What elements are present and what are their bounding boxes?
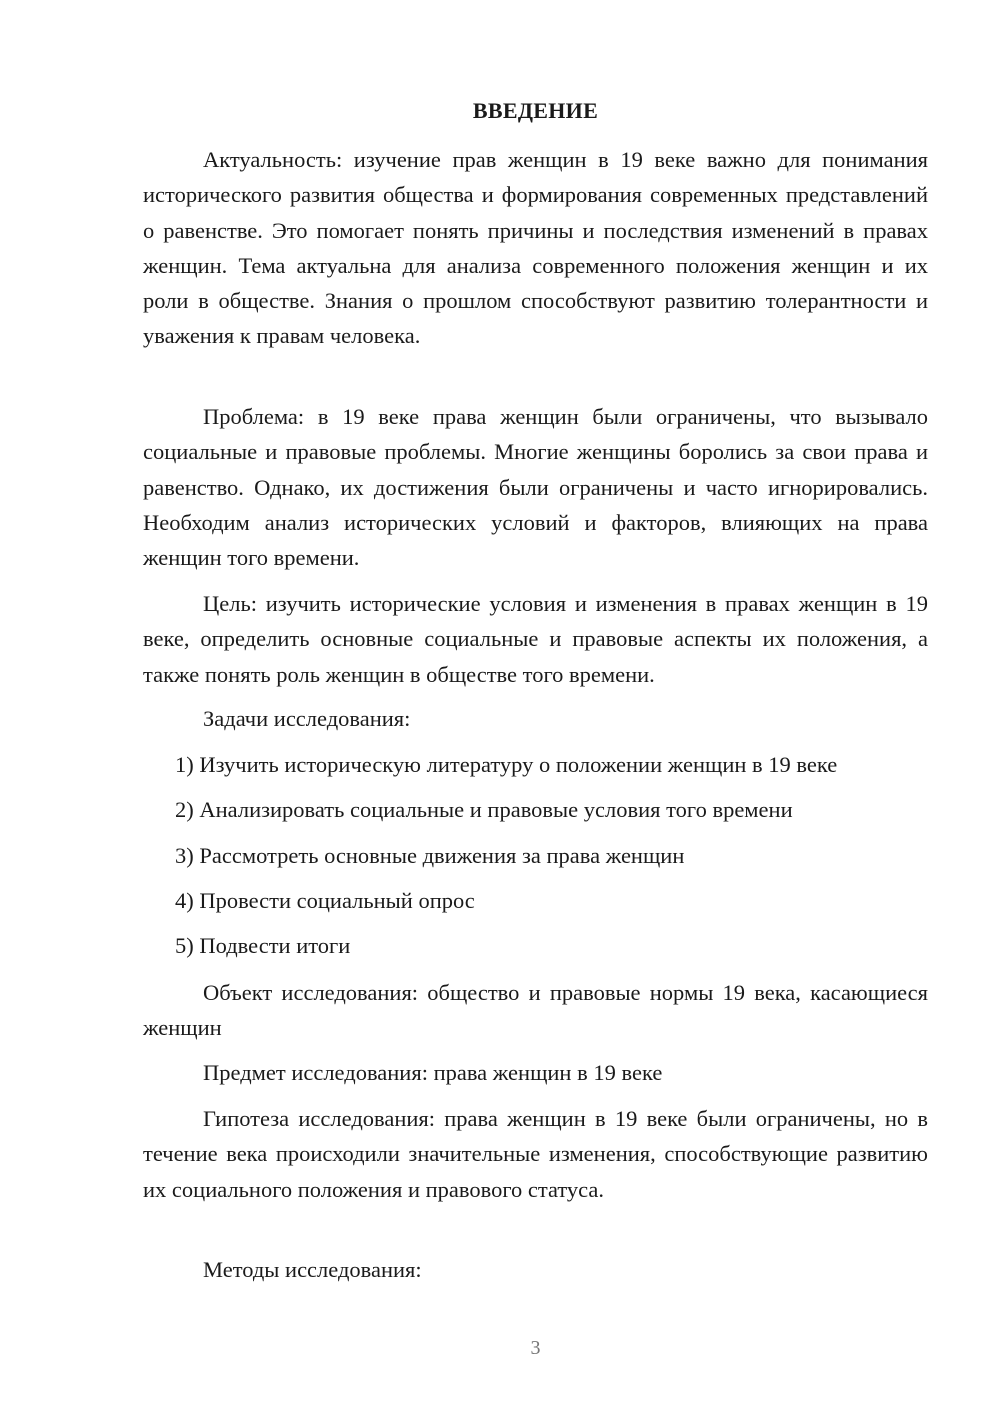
page-number: 3 [530, 1337, 541, 1359]
relevance-paragraph: Актуальность: изучение прав женщин в 19 веке важно для понимания исторического развития общества и формирования современных представлений о равенстве. Это помогает понять причины и последствия изменений в правах женщин. Тема актуальна для анализа современного положения женщин и их роли в обществе. Знания о прошлом способствуют развитию толерантности и уважения к правам человека. [143, 147, 928, 349]
problem-paragraph: Проблема: в 19 веке права женщин были ограничены, что вызывало социальные и правовые проблемы. Многие женщины боролись за свои права и равенство. Однако, их достижения были ограничены и часто игнорировались. Необходим анализ исторических условий и факторов, влияющих на права женщин того времени. [143, 404, 928, 571]
tasks-heading: Задачи исследования: [203, 706, 411, 731]
hypothesis-paragraph: Гипотеза исследования: права женщин в 19 веке были ограничены, но в течение века происходили значительные изменения, способствующие развитию их социального положения и правового статуса. [143, 1106, 928, 1202]
task-item: 1) Изучить историческую литературу о положении женщин в 19 веке [175, 752, 838, 777]
methods-heading: Методы исследования: [203, 1257, 422, 1282]
task-item: 3) Рассмотреть основные движения за права женщин [175, 843, 685, 868]
goal-paragraph: Цель: изучить исторические условия и изменения в правах женщин в 19 веке, определить основные социальные и правовые аспекты их положения, а также понять роль женщин в обществе того времени. [143, 591, 928, 687]
page-title: ВВЕДЕНИЕ [472, 98, 599, 123]
task-item: 5) Подвести итоги [175, 933, 351, 958]
task-item: 2) Анализировать социальные и правовые условия того времени [175, 797, 793, 822]
task-item: 4) Провести социальный опрос [175, 888, 475, 913]
subject-paragraph: Предмет исследования: права женщин в 19 веке [203, 1060, 663, 1085]
object-paragraph: Объект исследования: общество и правовые нормы 19 века, касающиеся женщин [143, 980, 928, 1041]
